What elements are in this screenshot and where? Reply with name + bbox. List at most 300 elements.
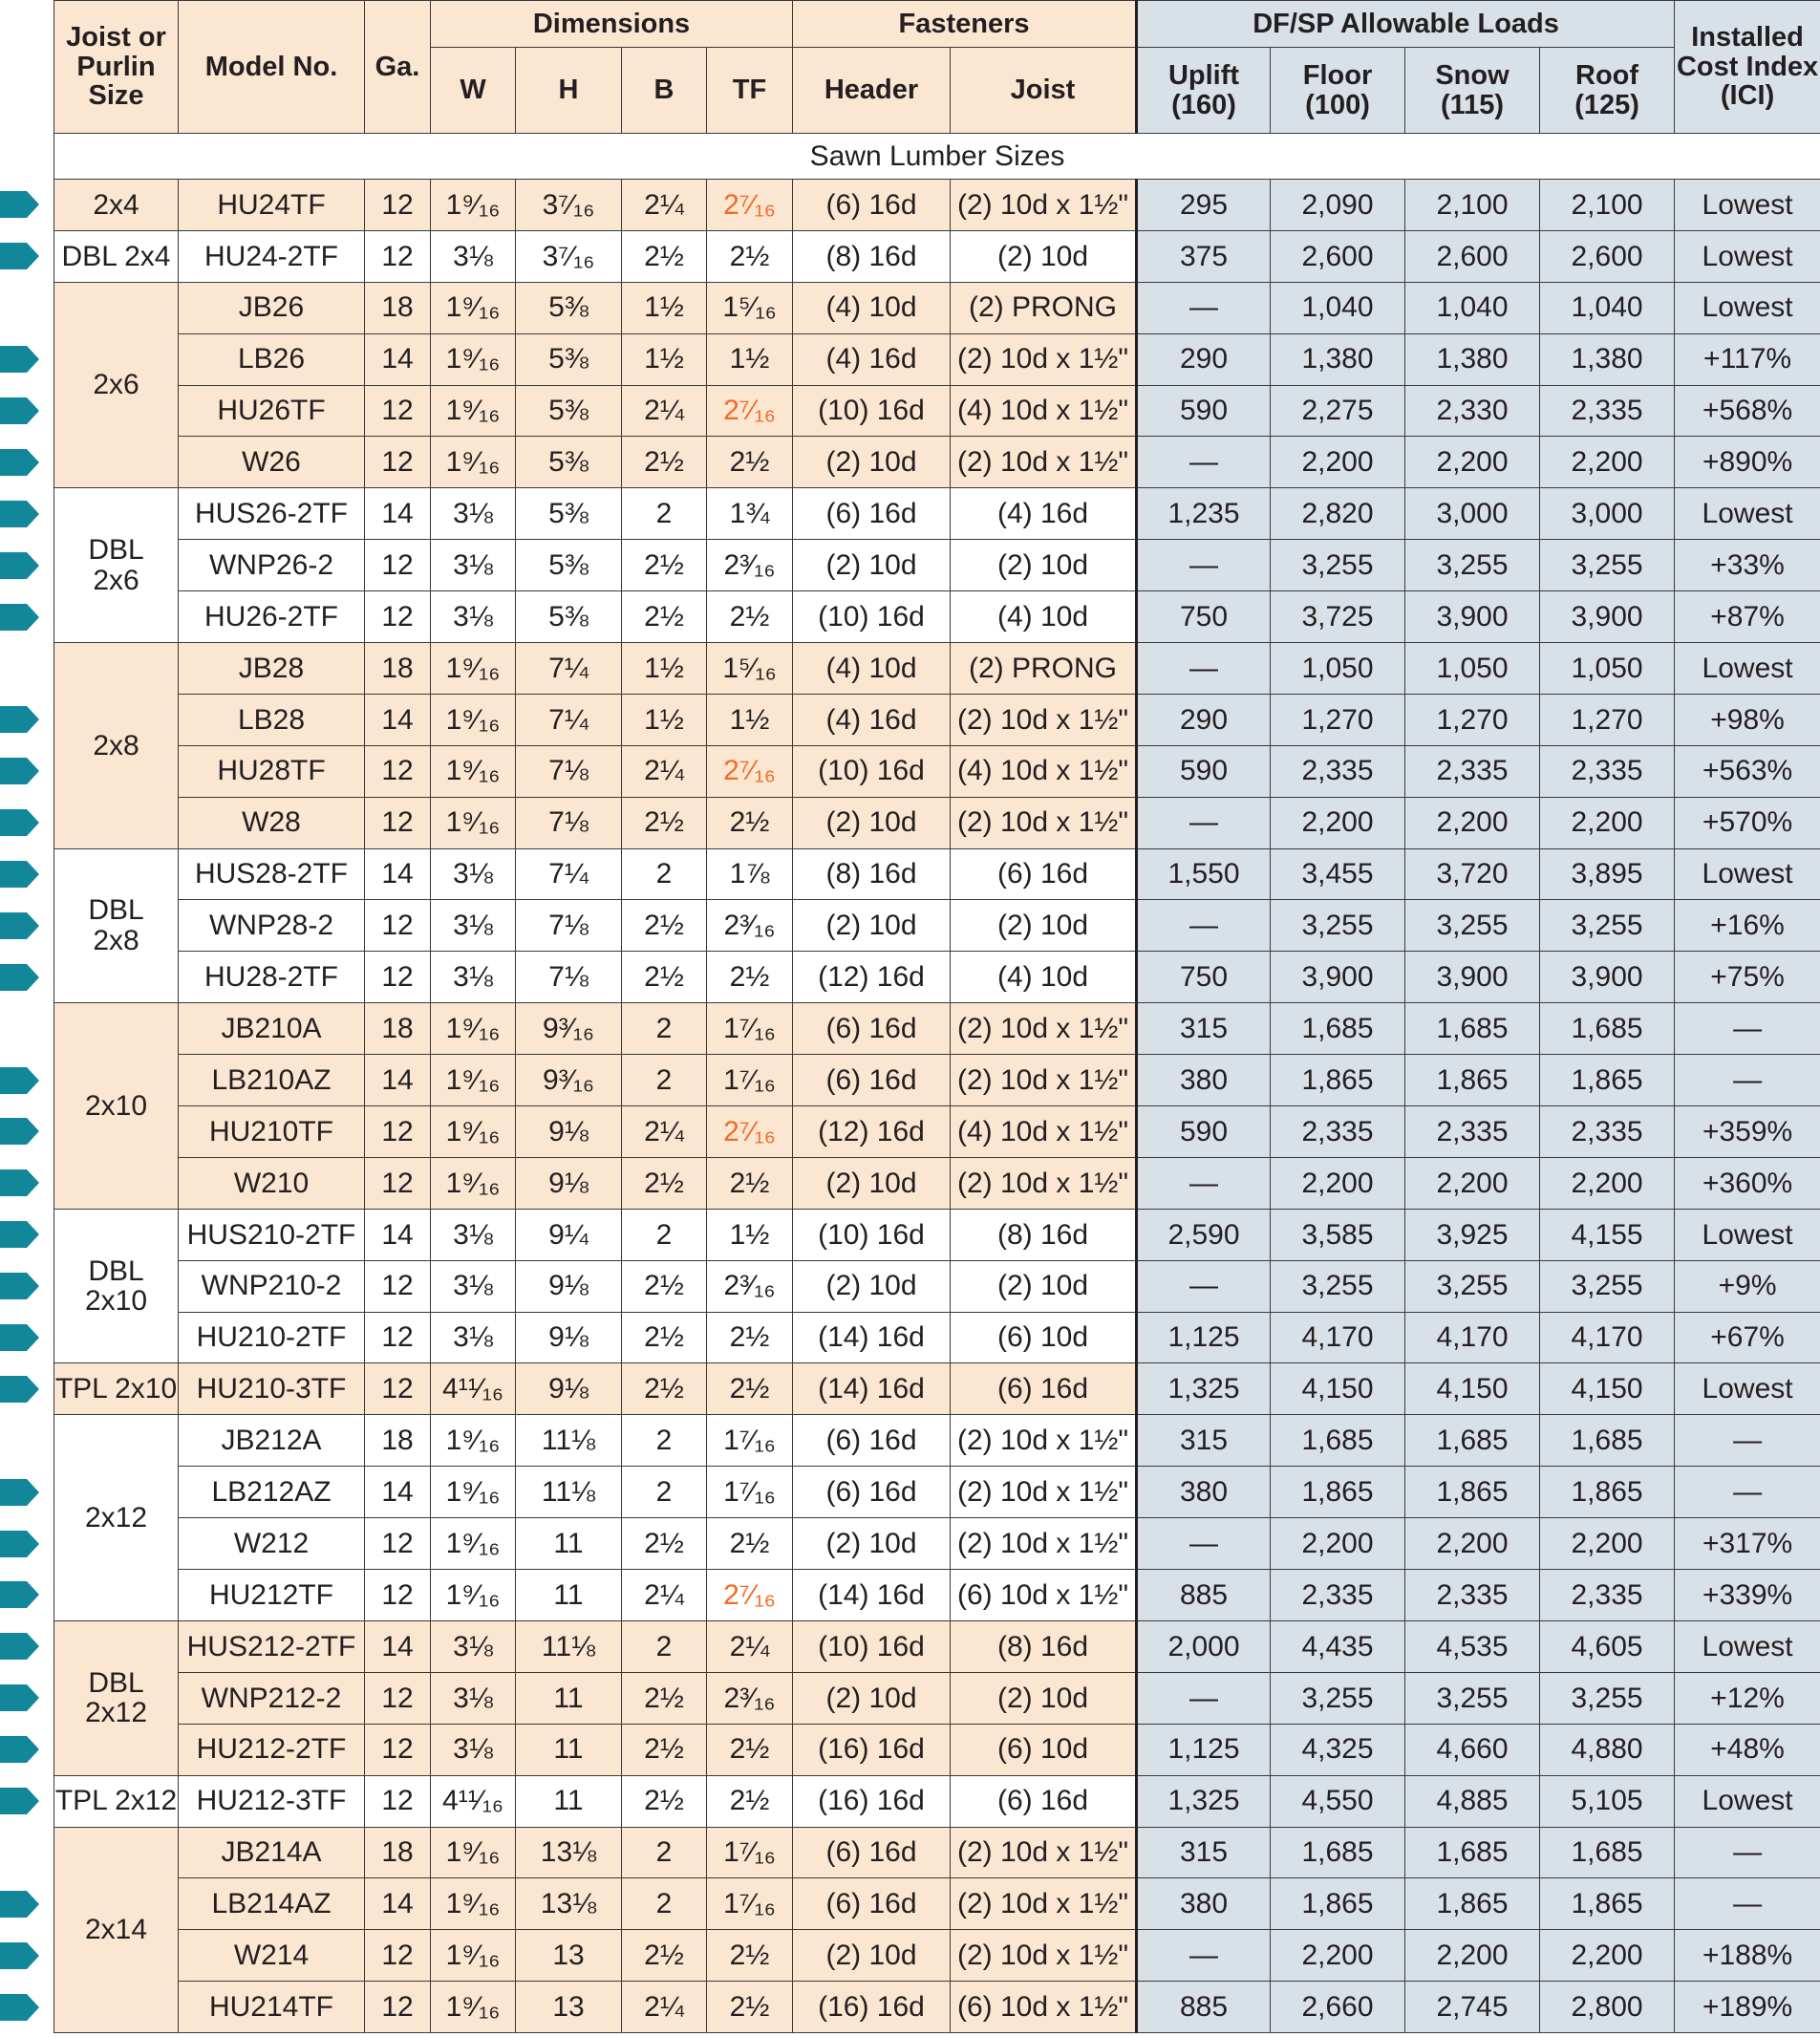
dim-w-cell: 1⁹⁄₁₆ bbox=[431, 1003, 516, 1055]
uplift-load-cell: — bbox=[1137, 1518, 1271, 1570]
model-cell: JB26 bbox=[179, 282, 365, 333]
dim-h-cell: 5⅜ bbox=[516, 591, 622, 643]
dim-b-cell: 2½ bbox=[622, 230, 707, 282]
dim-w-cell: 1⁹⁄₁₆ bbox=[431, 694, 516, 745]
joist-fastener-cell: (4) 16d bbox=[951, 488, 1137, 540]
dim-tf-cell: 1⁵⁄₁₆ bbox=[707, 643, 793, 695]
dim-b-cell: 2½ bbox=[622, 900, 707, 952]
dim-h-cell: 13 bbox=[516, 1982, 622, 2033]
dim-b-cell: 2 bbox=[622, 1055, 707, 1106]
floor-load-cell: 2,660 bbox=[1271, 1982, 1405, 2033]
header-fastener-cell: (12) 16d bbox=[793, 952, 951, 1003]
gauge-cell: 14 bbox=[365, 1209, 431, 1260]
cost-index-cell: +9% bbox=[1675, 1260, 1820, 1312]
model-cell: JB28 bbox=[179, 643, 365, 695]
joist-size-cell: TPL 2x10 bbox=[54, 1363, 179, 1415]
header-fastener-cell: (8) 16d bbox=[793, 230, 951, 282]
dim-w-cell: 1⁹⁄₁₆ bbox=[431, 333, 516, 385]
cost-index-cell: Lowest bbox=[1675, 180, 1820, 231]
header-fastener-cell: (10) 16d bbox=[793, 385, 951, 437]
header-joist-fastener: Joist bbox=[951, 48, 1137, 134]
table-row bbox=[54, 1467, 1820, 1518]
dim-w-cell: 1⁹⁄₁₆ bbox=[431, 1467, 516, 1518]
dim-h-cell: 5⅜ bbox=[516, 385, 622, 437]
cost-index-cell: +188% bbox=[1675, 1930, 1820, 1982]
gauge-cell: 12 bbox=[365, 1724, 431, 1775]
dim-tf-cell: 1⁷⁄₁₆ bbox=[707, 1415, 793, 1467]
table-row bbox=[54, 952, 1820, 1003]
dim-w-cell: 1⁹⁄₁₆ bbox=[431, 797, 516, 848]
dim-tf-cell: 2³⁄₁₆ bbox=[707, 1260, 793, 1312]
snow-load-cell: 4,885 bbox=[1405, 1775, 1540, 1827]
roof-load-cell: 1,865 bbox=[1540, 1467, 1675, 1518]
model-cell: W28 bbox=[179, 797, 365, 848]
floor-load-cell: 2,335 bbox=[1271, 1106, 1405, 1158]
dim-h-cell: 11⅛ bbox=[516, 1467, 622, 1518]
roof-load-cell: 1,865 bbox=[1540, 1055, 1675, 1106]
roof-load-cell: 1,685 bbox=[1540, 1827, 1675, 1878]
model-cell: HU26-2TF bbox=[179, 591, 365, 643]
table-row bbox=[54, 1055, 1820, 1106]
roof-load-cell: 3,895 bbox=[1540, 848, 1675, 900]
gauge-cell: 14 bbox=[365, 1055, 431, 1106]
cost-index-cell: +98% bbox=[1675, 694, 1820, 745]
floor-load-cell: 2,090 bbox=[1271, 180, 1405, 231]
cost-index-cell: +359% bbox=[1675, 1106, 1820, 1158]
uplift-load-cell: 590 bbox=[1137, 1106, 1271, 1158]
model-cell: HU212TF bbox=[179, 1570, 365, 1621]
uplift-load-cell: — bbox=[1137, 1930, 1271, 1982]
dim-w-cell: 1⁹⁄₁₆ bbox=[431, 1106, 516, 1158]
uplift-load-cell: 1,550 bbox=[1137, 848, 1271, 900]
roof-load-cell: 2,800 bbox=[1540, 1982, 1675, 2033]
dim-h-cell: 5⅜ bbox=[516, 540, 622, 591]
joist-fastener-cell: (2) 10d x 1½" bbox=[951, 180, 1137, 231]
uplift-load-cell: — bbox=[1137, 1672, 1271, 1724]
gauge-cell: 14 bbox=[365, 488, 431, 540]
snow-load-cell: 4,660 bbox=[1405, 1724, 1540, 1775]
table-row bbox=[54, 1878, 1820, 1930]
uplift-load-cell: 290 bbox=[1137, 333, 1271, 385]
cost-index-cell: Lowest bbox=[1675, 1775, 1820, 1827]
snow-load-cell: 1,865 bbox=[1405, 1055, 1540, 1106]
header-snow: Snow (115) bbox=[1405, 48, 1540, 134]
dim-h-cell: 5⅜ bbox=[516, 282, 622, 333]
header-fastener-cell: (2) 10d bbox=[793, 900, 951, 952]
snow-load-cell: 1,685 bbox=[1405, 1827, 1540, 1878]
snow-load-cell: 2,745 bbox=[1405, 1982, 1540, 2033]
gauge-cell: 14 bbox=[365, 694, 431, 745]
floor-load-cell: 2,200 bbox=[1271, 437, 1405, 488]
joist-fastener-cell: (2) 10d x 1½" bbox=[951, 1003, 1137, 1055]
header-fastener-cell: (16) 16d bbox=[793, 1982, 951, 2033]
roof-load-cell: 2,100 bbox=[1540, 180, 1675, 231]
uplift-load-cell: — bbox=[1137, 1157, 1271, 1209]
dim-b-cell: 2 bbox=[622, 1467, 707, 1518]
floor-load-cell: 2,600 bbox=[1271, 230, 1405, 282]
dim-b-cell: 2½ bbox=[622, 1775, 707, 1827]
joist-fastener-cell: (2) 10d x 1½" bbox=[951, 437, 1137, 488]
header-allowable-loads: DF/SP Allowable Loads bbox=[1137, 1, 1675, 48]
roof-load-cell: 1,865 bbox=[1540, 1878, 1675, 1930]
snow-load-cell: 3,255 bbox=[1405, 1672, 1540, 1724]
header-fastener-cell: (10) 16d bbox=[793, 591, 951, 643]
dim-tf-cell: 2½ bbox=[707, 1312, 793, 1363]
section-title: Sawn Lumber Sizes bbox=[54, 134, 1820, 180]
uplift-load-cell: — bbox=[1137, 1260, 1271, 1312]
dim-w-cell: 3⅛ bbox=[431, 1672, 516, 1724]
snow-load-cell: 2,330 bbox=[1405, 385, 1540, 437]
table-row bbox=[54, 797, 1820, 848]
teal-arrow-tab-icon bbox=[0, 912, 39, 939]
cost-index-cell: +317% bbox=[1675, 1518, 1820, 1570]
cost-index-cell: — bbox=[1675, 1878, 1820, 1930]
dim-tf-cell: 2⁷⁄₁₆ bbox=[707, 385, 793, 437]
model-cell: HU28-2TF bbox=[179, 952, 365, 1003]
dim-h-cell: 9⅛ bbox=[516, 1106, 622, 1158]
joist-fastener-cell: (2) 10d x 1½" bbox=[951, 333, 1137, 385]
floor-load-cell: 2,820 bbox=[1271, 488, 1405, 540]
gauge-cell: 12 bbox=[365, 1930, 431, 1982]
table-row bbox=[54, 848, 1820, 900]
joist-fastener-cell: (2) 10d x 1½" bbox=[951, 1878, 1137, 1930]
dim-h-cell: 9⅛ bbox=[516, 1260, 622, 1312]
joist-fastener-cell: (8) 16d bbox=[951, 1620, 1137, 1672]
roof-load-cell: 2,335 bbox=[1540, 745, 1675, 797]
floor-load-cell: 2,200 bbox=[1271, 797, 1405, 848]
model-cell: W26 bbox=[179, 437, 365, 488]
roof-load-cell: 3,000 bbox=[1540, 488, 1675, 540]
table-row bbox=[54, 1620, 1820, 1672]
roof-load-cell: 2,200 bbox=[1540, 1518, 1675, 1570]
cost-index-cell: — bbox=[1675, 1415, 1820, 1467]
roof-load-cell: 1,050 bbox=[1540, 643, 1675, 695]
dim-h-cell: 13 bbox=[516, 1930, 622, 1982]
teal-arrow-tab-icon bbox=[0, 1736, 39, 1763]
floor-load-cell: 2,335 bbox=[1271, 1570, 1405, 1621]
gauge-cell: 12 bbox=[365, 1106, 431, 1158]
floor-load-cell: 1,865 bbox=[1271, 1467, 1405, 1518]
model-cell: HU210TF bbox=[179, 1106, 365, 1158]
dim-h-cell: 9⅛ bbox=[516, 1312, 622, 1363]
uplift-load-cell: 380 bbox=[1137, 1878, 1271, 1930]
dim-b-cell: 2 bbox=[622, 1620, 707, 1672]
dim-w-cell: 3⅛ bbox=[431, 591, 516, 643]
table-row bbox=[54, 1724, 1820, 1775]
floor-load-cell: 4,325 bbox=[1271, 1724, 1405, 1775]
gauge-cell: 12 bbox=[365, 230, 431, 282]
table-row bbox=[54, 1157, 1820, 1209]
header-fastener-cell: (6) 16d bbox=[793, 180, 951, 231]
header-size: Joist or Purlin Size bbox=[54, 1, 179, 134]
dim-h-cell: 13⅛ bbox=[516, 1878, 622, 1930]
snow-load-cell: 2,200 bbox=[1405, 1930, 1540, 1982]
dim-b-cell: 2 bbox=[622, 1827, 707, 1878]
roof-load-cell: 1,040 bbox=[1540, 282, 1675, 333]
teal-arrow-tab-icon bbox=[0, 1376, 39, 1403]
gauge-cell: 12 bbox=[365, 1312, 431, 1363]
dim-h-cell: 7⅛ bbox=[516, 797, 622, 848]
floor-load-cell: 3,585 bbox=[1271, 1209, 1405, 1260]
dim-w-cell: 1⁹⁄₁₆ bbox=[431, 1055, 516, 1106]
header-fastener-cell: (4) 10d bbox=[793, 282, 951, 333]
dim-b-cell: 2½ bbox=[622, 1157, 707, 1209]
header-fastener-cell: (2) 10d bbox=[793, 797, 951, 848]
snow-load-cell: 1,865 bbox=[1405, 1467, 1540, 1518]
header-fastener-cell: (4) 16d bbox=[793, 694, 951, 745]
dim-b-cell: 2½ bbox=[622, 1518, 707, 1570]
header-w: W bbox=[431, 48, 516, 134]
roof-load-cell: 1,685 bbox=[1540, 1003, 1675, 1055]
header-fastener-cell: (6) 16d bbox=[793, 1055, 951, 1106]
header-tf: TF bbox=[707, 48, 793, 134]
dim-w-cell: 1⁹⁄₁₆ bbox=[431, 643, 516, 695]
snow-load-cell: 2,335 bbox=[1405, 745, 1540, 797]
gauge-cell: 14 bbox=[365, 848, 431, 900]
dim-b-cell: 2 bbox=[622, 848, 707, 900]
header-fastener-cell: (16) 16d bbox=[793, 1775, 951, 1827]
dim-b-cell: 2½ bbox=[622, 1363, 707, 1415]
dim-b-cell: 2 bbox=[622, 1003, 707, 1055]
teal-arrow-tab-icon bbox=[0, 397, 39, 424]
joist-fastener-cell: (6) 16d bbox=[951, 848, 1137, 900]
dim-h-cell: 5⅜ bbox=[516, 488, 622, 540]
gauge-cell: 12 bbox=[365, 1518, 431, 1570]
teal-arrow-tab-icon bbox=[0, 1067, 39, 1094]
joist-fastener-cell: (2) 10d bbox=[951, 230, 1137, 282]
gauge-cell: 12 bbox=[365, 745, 431, 797]
cost-index-cell: +33% bbox=[1675, 540, 1820, 591]
cost-index-cell: +563% bbox=[1675, 745, 1820, 797]
dim-b-cell: 2 bbox=[622, 1209, 707, 1260]
dim-w-cell: 1⁹⁄₁₆ bbox=[431, 745, 516, 797]
gauge-cell: 12 bbox=[365, 437, 431, 488]
gauge-cell: 18 bbox=[365, 282, 431, 333]
roof-load-cell: 2,335 bbox=[1540, 385, 1675, 437]
dim-b-cell: 2½ bbox=[622, 437, 707, 488]
roof-load-cell: 3,900 bbox=[1540, 591, 1675, 643]
header-fastener-cell: (2) 10d bbox=[793, 1260, 951, 1312]
dim-tf-cell: 1⁷⁄₁₆ bbox=[707, 1467, 793, 1518]
teal-arrow-tab-icon bbox=[0, 1221, 39, 1248]
cost-index-cell: — bbox=[1675, 1827, 1820, 1878]
uplift-load-cell: 1,325 bbox=[1137, 1775, 1271, 1827]
model-cell: HUS212-2TF bbox=[179, 1620, 365, 1672]
joist-size-cell: DBL 2x12 bbox=[54, 1620, 179, 1775]
header-model: Model No. bbox=[179, 1, 365, 134]
dim-tf-cell: 2⁷⁄₁₆ bbox=[707, 1106, 793, 1158]
dim-b-cell: 2¼ bbox=[622, 1106, 707, 1158]
uplift-load-cell: 885 bbox=[1137, 1570, 1271, 1621]
dim-w-cell: 3⅛ bbox=[431, 952, 516, 1003]
cost-index-cell: — bbox=[1675, 1003, 1820, 1055]
header-fastener-cell: (2) 10d bbox=[793, 437, 951, 488]
floor-load-cell: 1,380 bbox=[1271, 333, 1405, 385]
snow-load-cell: 2,200 bbox=[1405, 1518, 1540, 1570]
header-fastener-cell: (6) 16d bbox=[793, 1878, 951, 1930]
model-cell: HU212-2TF bbox=[179, 1724, 365, 1775]
header-fastener-cell: (6) 16d bbox=[793, 488, 951, 540]
roof-load-cell: 4,155 bbox=[1540, 1209, 1675, 1260]
uplift-load-cell: 375 bbox=[1137, 230, 1271, 282]
dim-b-cell: 2¼ bbox=[622, 1570, 707, 1621]
dim-w-cell: 1⁹⁄₁₆ bbox=[431, 385, 516, 437]
header-fastener-cell: (8) 16d bbox=[793, 848, 951, 900]
model-cell: WNP26-2 bbox=[179, 540, 365, 591]
snow-load-cell: 2,335 bbox=[1405, 1106, 1540, 1158]
dim-h-cell: 5⅜ bbox=[516, 437, 622, 488]
teal-arrow-tab-icon bbox=[0, 1788, 39, 1814]
uplift-load-cell: 1,125 bbox=[1137, 1724, 1271, 1775]
dim-tf-cell: 2½ bbox=[707, 1724, 793, 1775]
dim-tf-cell: 1¾ bbox=[707, 488, 793, 540]
dim-w-cell: 1⁹⁄₁₆ bbox=[431, 1518, 516, 1570]
header-header-fastener: Header bbox=[793, 48, 951, 134]
joist-fastener-cell: (4) 10d x 1½" bbox=[951, 1106, 1137, 1158]
uplift-load-cell: 380 bbox=[1137, 1467, 1271, 1518]
dim-w-cell: 3⅛ bbox=[431, 488, 516, 540]
cost-index-cell: +87% bbox=[1675, 591, 1820, 643]
table-row bbox=[54, 1106, 1820, 1158]
header-fastener-cell: (6) 16d bbox=[793, 1415, 951, 1467]
dim-tf-cell: 2³⁄₁₆ bbox=[707, 900, 793, 952]
joist-size-cell: TPL 2x12 bbox=[54, 1775, 179, 1827]
roof-load-cell: 2,200 bbox=[1540, 1930, 1675, 1982]
uplift-load-cell: — bbox=[1137, 437, 1271, 488]
table-row bbox=[54, 180, 1820, 231]
dim-tf-cell: 1½ bbox=[707, 694, 793, 745]
roof-load-cell: 3,255 bbox=[1540, 1260, 1675, 1312]
snow-load-cell: 1,270 bbox=[1405, 694, 1540, 745]
cost-index-cell: Lowest bbox=[1675, 1620, 1820, 1672]
floor-load-cell: 1,040 bbox=[1271, 282, 1405, 333]
gauge-cell: 14 bbox=[365, 1878, 431, 1930]
snow-load-cell: 2,100 bbox=[1405, 180, 1540, 231]
gauge-cell: 14 bbox=[365, 333, 431, 385]
table-row bbox=[54, 1415, 1820, 1467]
header-gauge: Ga. bbox=[365, 1, 431, 134]
dim-h-cell: 9³⁄₁₆ bbox=[516, 1055, 622, 1106]
table-row bbox=[54, 1570, 1820, 1621]
snow-load-cell: 2,200 bbox=[1405, 437, 1540, 488]
snow-load-cell: 3,255 bbox=[1405, 540, 1540, 591]
roof-load-cell: 1,685 bbox=[1540, 1415, 1675, 1467]
table-row bbox=[54, 745, 1820, 797]
joist-fastener-cell: (6) 16d bbox=[951, 1775, 1137, 1827]
snow-load-cell: 3,720 bbox=[1405, 848, 1540, 900]
dim-tf-cell: 2½ bbox=[707, 797, 793, 848]
cost-index-cell: +117% bbox=[1675, 333, 1820, 385]
teal-arrow-tab-icon bbox=[0, 191, 39, 218]
table-row bbox=[54, 1363, 1820, 1415]
table-row bbox=[54, 900, 1820, 952]
uplift-load-cell: — bbox=[1137, 643, 1271, 695]
dim-w-cell: 3⅛ bbox=[431, 540, 516, 591]
dim-tf-cell: 2½ bbox=[707, 1982, 793, 2033]
header-fastener-cell: (12) 16d bbox=[793, 1106, 951, 1158]
dim-h-cell: 7¼ bbox=[516, 694, 622, 745]
dim-tf-cell: 2½ bbox=[707, 230, 793, 282]
dim-b-cell: 1½ bbox=[622, 694, 707, 745]
dim-w-cell: 1⁹⁄₁₆ bbox=[431, 1878, 516, 1930]
model-cell: HUS28-2TF bbox=[179, 848, 365, 900]
gauge-cell: 12 bbox=[365, 952, 431, 1003]
dim-h-cell: 5⅜ bbox=[516, 333, 622, 385]
cost-index-cell: Lowest bbox=[1675, 282, 1820, 333]
model-cell: HU210-2TF bbox=[179, 1312, 365, 1363]
teal-arrow-tab-icon bbox=[0, 1324, 39, 1351]
roof-load-cell: 4,605 bbox=[1540, 1620, 1675, 1672]
model-cell: WNP210-2 bbox=[179, 1260, 365, 1312]
header-fastener-cell: (4) 10d bbox=[793, 643, 951, 695]
teal-arrow-tab-icon bbox=[0, 964, 39, 991]
dim-b-cell: 2¼ bbox=[622, 180, 707, 231]
cost-index-cell: +12% bbox=[1675, 1672, 1820, 1724]
model-cell: W212 bbox=[179, 1518, 365, 1570]
table-row bbox=[54, 230, 1820, 282]
header-fastener-cell: (14) 16d bbox=[793, 1570, 951, 1621]
dim-w-cell: 1⁹⁄₁₆ bbox=[431, 282, 516, 333]
dim-tf-cell: 1⅞ bbox=[707, 848, 793, 900]
gauge-cell: 12 bbox=[365, 591, 431, 643]
table-row bbox=[54, 1982, 1820, 2033]
floor-load-cell: 1,270 bbox=[1271, 694, 1405, 745]
dim-h-cell: 11 bbox=[516, 1775, 622, 1827]
dim-b-cell: 2 bbox=[622, 1878, 707, 1930]
joist-fastener-cell: (2) 10d bbox=[951, 540, 1137, 591]
joist-fastener-cell: (2) 10d x 1½" bbox=[951, 1930, 1137, 1982]
dim-h-cell: 9⅛ bbox=[516, 1157, 622, 1209]
teal-arrow-tab-icon bbox=[0, 1273, 39, 1299]
table-row bbox=[54, 1260, 1820, 1312]
model-cell: HUS26-2TF bbox=[179, 488, 365, 540]
joist-fastener-cell: (2) PRONG bbox=[951, 282, 1137, 333]
uplift-load-cell: 315 bbox=[1137, 1827, 1271, 1878]
gauge-cell: 12 bbox=[365, 797, 431, 848]
model-cell: WNP28-2 bbox=[179, 900, 365, 952]
joist-fastener-cell: (6) 16d bbox=[951, 1363, 1137, 1415]
dim-w-cell: 3⅛ bbox=[431, 848, 516, 900]
teal-arrow-tab-icon bbox=[0, 604, 39, 631]
dim-tf-cell: 1½ bbox=[707, 1209, 793, 1260]
cost-index-cell: Lowest bbox=[1675, 230, 1820, 282]
snow-load-cell: 2,200 bbox=[1405, 797, 1540, 848]
dim-h-cell: 7⅛ bbox=[516, 745, 622, 797]
model-cell: HU210-3TF bbox=[179, 1363, 365, 1415]
uplift-load-cell: 295 bbox=[1137, 180, 1271, 231]
roof-load-cell: 4,170 bbox=[1540, 1312, 1675, 1363]
dim-w-cell: 1⁹⁄₁₆ bbox=[431, 437, 516, 488]
header-h: H bbox=[516, 48, 622, 134]
model-cell: LB212AZ bbox=[179, 1467, 365, 1518]
dim-h-cell: 11⅛ bbox=[516, 1620, 622, 1672]
dim-b-cell: 1½ bbox=[622, 282, 707, 333]
dim-h-cell: 3⁷⁄₁₆ bbox=[516, 230, 622, 282]
header-fastener-cell: (6) 16d bbox=[793, 1003, 951, 1055]
floor-load-cell: 2,200 bbox=[1271, 1518, 1405, 1570]
joist-fastener-cell: (2) 10d bbox=[951, 900, 1137, 952]
joist-size-cell: 2x6 bbox=[54, 282, 179, 488]
joist-fastener-cell: (4) 10d bbox=[951, 952, 1137, 1003]
gauge-cell: 18 bbox=[365, 1415, 431, 1467]
floor-load-cell: 2,335 bbox=[1271, 745, 1405, 797]
snow-load-cell: 1,685 bbox=[1405, 1415, 1540, 1467]
gauge-cell: 12 bbox=[365, 1672, 431, 1724]
roof-load-cell: 3,255 bbox=[1540, 540, 1675, 591]
dim-b-cell: 2½ bbox=[622, 952, 707, 1003]
model-cell: LB210AZ bbox=[179, 1055, 365, 1106]
floor-load-cell: 1,050 bbox=[1271, 643, 1405, 695]
